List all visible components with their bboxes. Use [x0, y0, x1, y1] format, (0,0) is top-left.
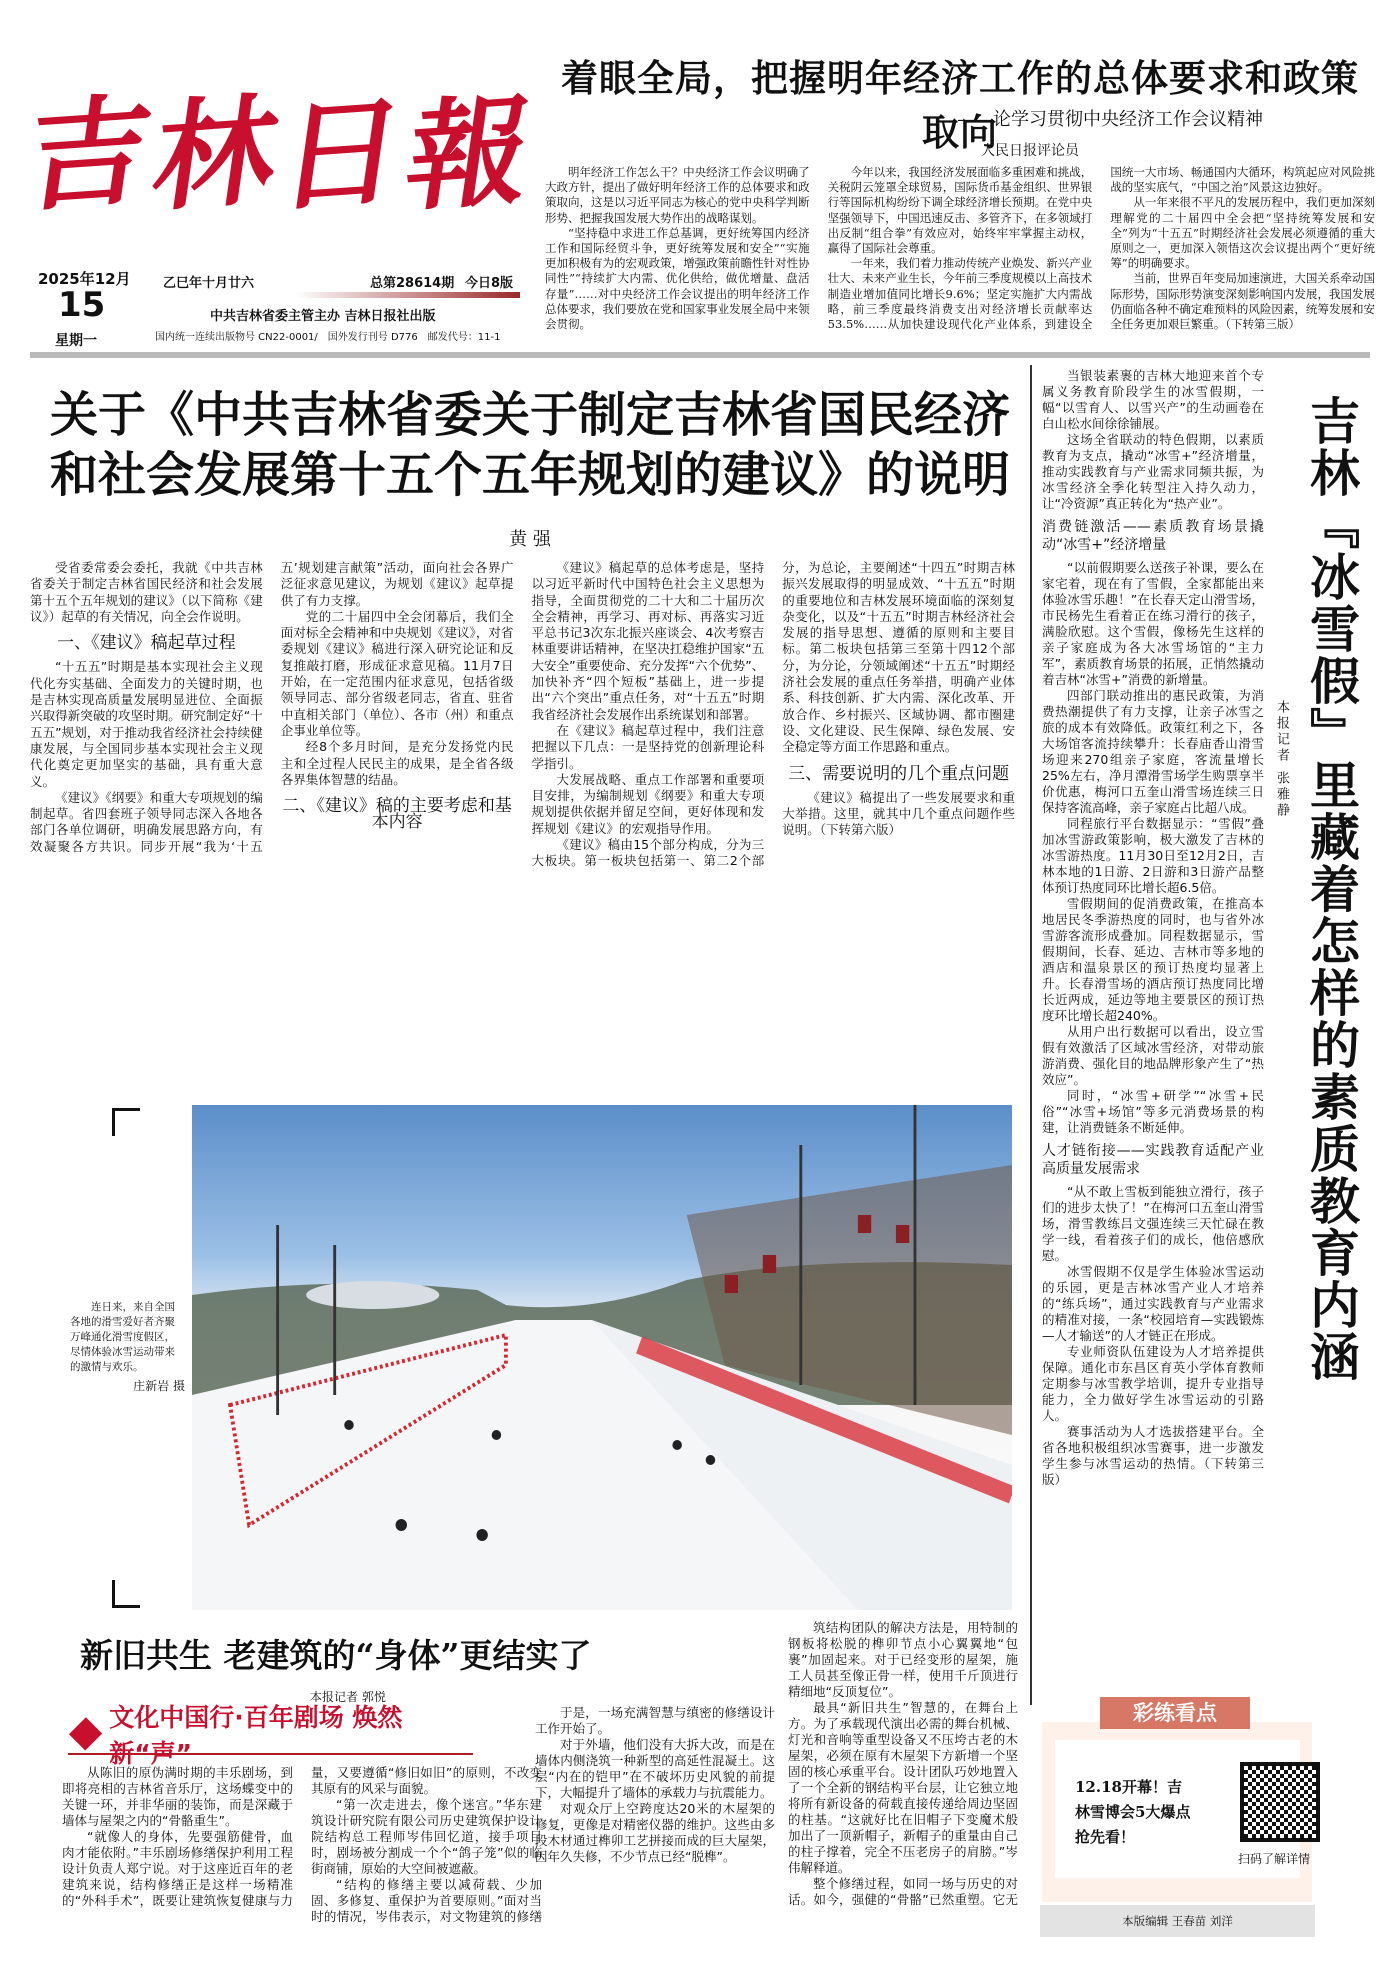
bottom-article-body-left [62, 1765, 542, 1935]
paragraph: “以前假期要么送孩子补课，要么在家宅着，现在有了雪假，全家都能出来体验冰雪乐趣！”在长春天定山滑雪场，市民杨先生看着正在练习滑行的孩子，满脸欣慰。这个雪假，像杨先生这样的亲子家庭成为各大冰雪场馆的“主力军”，素质教育场景的拓展，正悄然撬动着吉林“冰雪+”消费的新增量。 [1042, 560, 1264, 687]
photo-credit: 庄新岩 摄 [133, 1379, 185, 1393]
qr-code-icon[interactable] [1240, 1762, 1320, 1842]
publication-codes: 国内统一连续出版物号 CN22-0001/ 国外发行刊号 D776 邮发代号：11-1 [155, 332, 501, 343]
paragraph: “坚持稳中求进工作总基调，更好统筹国内经济工作和国际经贸斗争，更好统筹发展和安全”“实施更加积极有为的宏观政策，增强政策前瞻性针对性协同性”“持续扩大内需、优化供给，做优增量、盘活存量”……对中央经济工作会议提出的明年经济工作总体要求，我们要放在党和国家事业发展全局中来领会贯彻。 [545, 225, 810, 332]
paragraph: 对观众厅上空跨度达20米的木屋架的修复，更像是对精密仪器的维护。这些由多段木材通过榫卯工艺拼接而成的巨大屋架，因年久失修，不少节点已经“脱榫”。 [535, 1801, 775, 1864]
paragraph: 整个修缮过程，如同一场与历史的对话。如今，强健的“骨骼”已然重塑。它无 [788, 1876, 1018, 1907]
paragraph: “从不敢上雪板到能独立滑行，孩子们的进步太快了！”在梅河口五奎山滑雪场，滑雪教练吕文强连续三天忙碌在教学一线，看着孩子们的成长，他倍感欣慰。 [1042, 1184, 1264, 1263]
publisher: 中共吉林省委主管主办 吉林日报社出版 [210, 309, 436, 324]
paragraph: 党的二十届四中全会闭幕后，我们全面对标全会精神和中央规划《建议》，对省委规划《建议》稿进行深入研究论证和反复推敲打磨，形成征求意见稿。11月7日开始，在一定范围内征求意见，包括省级领导同志、部分省级老同志，省直、驻省中直相关部门（单位）、各市（州）和重点企事业单位等。 [280, 608, 514, 738]
side-article-body [1042, 368, 1264, 1688]
page-count: 今日8版 [465, 276, 514, 291]
caption-bracket-top [112, 1108, 140, 1136]
paragraph: “结构的修缮主要以减荷载、少加固、多修复、重保护为首要原则。”面对当时的情况，岑伟表示，对文物建筑的修缮 [311, 1877, 542, 1924]
paragraph: 今年以来，我国经济发展面临多重困难和挑战，关税阴云笼罩全球贸易，国际货币基金组织、世界银行等国际机构纷纷下调全球经济增长预期。在党中央坚强领导下，中国迅速反击、多管齐下，在多领域打出反制“组合拳”有效应对，始终牢牢掌握主动权，赢得了国际社会尊重。 [827, 165, 1093, 256]
issue-number: 总第28614期 [370, 276, 455, 291]
paragraph: 从一年来很不平凡的发展历程中，我们更加深刻理解党的二十届四中全会把“坚持统筹发展和安全”列为“十五五”时期经济社会发展必须遵循的重大原则之一，更加深入领悟这次会议提出两个“更好统筹”的明确要求。 [1110, 195, 1375, 271]
paragraph: 于是，一场充满智慧与缜密的修缮设计工作开始了。 [535, 1705, 775, 1736]
paragraph: 当前，世界百年变局加速演进，大国关系牵动国际形势，国际形势演变深刻影响国内发展，我国发展仍面临各种不确定难预料的风险因素，统筹发展和安全任务更加艰巨繁重。（下转第三版） [1110, 271, 1375, 332]
paragraph: 雪假期间的促消费政策，在推高本地居民冬季游热度的同时，也与省外冰雪游客流形成叠加。同程数据显示，雪假期间，长春、延边、吉林市等多地的酒店和温泉景区的预订热度均显著上升。长春滑雪场的酒店预订热度同比增长近两成，延边等地主要景区的预订热度环比增长超240%。 [1042, 896, 1264, 1023]
qr-label: 扫码了解详情 [1238, 1852, 1311, 1866]
masthead-rule [295, 292, 520, 298]
section-heading: 三、需要说明的几个重点问题 [788, 763, 1010, 784]
paragraph: 赛事活动为人才选拔搭建平台。全省各地积极组织冰雪赛事，进一步激发学生参与冰雪运动的热情。（下转第三版） [1042, 1424, 1264, 1487]
paragraph: 最具“新旧共生”智慧的，在舞台上方。为了承载现代演出必需的舞台机械、灯光和音响等重型设备又不压垮古老的木屋架，必须在原有木屋架下方新增一个坚固的核心承重平台。设计团队巧妙地置入了一个全新的钢结构平台层，让它独立地将所有新设备的荷载直接传递给周边坚固的柱基。“这就好比在旧帽子下变魔术般加出了一顶新帽子，新帽子的重量由自己的柱子撑着，完全不压老房子的肩膀。”岑伟解释道。 [788, 1700, 1018, 1875]
ski-slope-image [192, 1105, 1012, 1610]
newspaper-logo: 吉 林 日 報 [17, 79, 540, 229]
headline-line: 和社会发展第十五个五年规划的建议》的说明 [49, 447, 1010, 503]
paragraph: 四部门联动推出的惠民政策，为消费热潮提供了有力支撑，让亲子冰雪之旅的成本有效降低。政策红利之下，各大场馆客流持续攀升：长春庙香山滑雪场迎来270组亲子家庭，客流量增长25%左右，净月潭滑雪场学生购票享半价优惠，梅河口五奎山滑雪场连续三日保持客流高峰，亲子家庭占比超八成。 [1042, 688, 1264, 815]
side-article-title: 吉林『冰雪假』里藏着怎样的素质教育内涵 [1302, 395, 1361, 1383]
paragraph: 筑结构团队的解决方法是，用特制的钢板将松脱的榫卯节点小心翼翼地“包裹”加固起来。对于已经变形的屋架，施工人员甚至像正骨一样，使用千斤顶进行精细地“反顶复位”。 [788, 1620, 1018, 1699]
caption-bracket-bottom [112, 1580, 140, 1608]
date-day: 15 [58, 285, 106, 325]
main-article-body [30, 560, 1015, 1100]
lunar-date: 乙巳年十月廿六 [163, 276, 255, 291]
promo-text: 12.18开幕！吉林雪博会5大爆点抢先看！ [1075, 1778, 1191, 1846]
bottom-article-body-right [788, 1620, 1018, 1935]
headline-line: 关于《中共吉林省委关于制定吉林省国民经济 [49, 387, 1010, 443]
paragraph: 《建议》稿由15个部分构成，分为三大板块。第一板块包括第一、第二2个部分，为总论，主要阐述“十四五”时期吉林振兴发展取得的明显成效、“十五五”时期的重要地位和吉林发展环境面临的深刻复杂变化，以及“十五五”时期吉林经济社会发展的指导思想、遵循的原则和主要目标。第二板块包括第三至第十四12个部分，为分论，分领域阐述“十五五”时期经济社会发展的重点任务举措，明确产业体系、科技创新、扩大内需、深化改革、开放合作、乡村振兴、区域协调、都市圈建设、文化建设、民生保障、绿色发展、安全稳定等方面工作思路和重点。 [531, 560, 1015, 869]
paragraph: 同时，“冰雪+研学”“冰雪+民俗”“冰雪+场馆”等多元消费场景的构建，让消费链条不断延伸。 [1042, 1088, 1264, 1135]
paragraph: 同程旅行平台数据显示：“雪假”叠加冰雪游政策影响，极大激发了吉林的冰雪游热度。11月30日至12月2日，吉林本地的1日游、2日游和3日游产品整体预订热度同环比增长超6.5倍。 [1042, 816, 1264, 895]
top-headline: 着眼全局，把握明年经济工作的总体要求和政策取向 [561, 57, 1359, 154]
paragraph: 《建议》《纲要》和重大专项规划的编制起草。省四套班子领导同志深入各地各部门各单位调研，明确发展思路方向，有效凝聚各方共识。同步开展“我为‘十五五’规划建言献策”活动，面向社会各界广泛征求意见建议，为规划《建议》起草提供了有力支撑。 [30, 560, 514, 854]
paragraph: 对于外墙，他们没有大拆大改，而是在墙体内侧浇筑一种新型的高延性混凝土。这层“内在的铠甲”在不破坏历史风貌的前提下，大幅提升了墙体的承载力与抗震能力。 [535, 1737, 775, 1800]
top-byline: 人民日报评论员 [981, 143, 1079, 159]
paragraph: 这场全省联动的特色假期，以素质教育为支点，撬动“冰雪+”经济增量，推动实践教育与产业需求同频共振，为冰雪经济全季化转型注入持久动力，让“冷资源”真正转化为“热产业”。 [1042, 432, 1264, 511]
top-article-body [545, 165, 1375, 345]
ski-resort-photo [192, 1105, 1012, 1610]
date-month: 2025年12月 [38, 270, 131, 288]
side-article-byline: 本报记者 张雅静 [1274, 700, 1289, 820]
banner-text: 文化中国行·百年剧场 焕然新“声” [109, 1703, 403, 1768]
top-subtitle: ——论学习贯彻中央经济工作会议精神 [957, 109, 1263, 130]
paragraph: 在《建议》稿起草过程中，我们注意把握以下几点：一是坚持党的创新理论科学指引。 [531, 722, 765, 771]
paragraph: 冰雪假期不仅是学生体验冰雪运动的乐园，更是吉林冰雪产业人才培养的“练兵场”，通过实践教育与产业需求的精准对接，一条“校园培育—实践锻炼—人才输送”的人才链正在形成。 [1042, 1264, 1264, 1343]
photo-caption [70, 1300, 185, 1394]
column-banner [68, 1703, 473, 1768]
section-heading: 二、《建议》稿的主要考虑和基本内容 [282, 796, 512, 833]
section-heading: 一、《建议》稿起草过程 [57, 633, 236, 654]
column-divider [1030, 365, 1032, 1705]
paragraph: 明年经济工作怎么干？中央经济工作会议明确了大政方针，提出了做好明年经济工作的总体要求和政策取向，这是以习近平同志为核心的党中央科学判断形势、把握我国发展大势作出的战略谋划。 [545, 165, 810, 225]
promo-tag: 彩练看点 [1100, 1697, 1250, 1729]
bottom-headline: 新旧共生 老建筑的“身体”更结实了 [80, 1636, 592, 1675]
paragraph: 当银装素裹的吉林大地迎来首个专属义务教育阶段学生的冰雪假期，一幅“以雪育人、以雪兴产”的生动画卷在白山松水间徐徐铺展。 [1042, 368, 1264, 431]
paragraph: 《建议》稿起草的总体考虑是，坚持以习近平新时代中国特色社会主义思想为指导，全面贯彻党的二十大和二十届历次全会精神，再学习、再对标、再落实习近平总书记3次东北振兴座谈会、4次考察吉林重要讲话精神，在坚决扛稳维护国家“五大安全”重要使命、充分发挥“六个优势”、加快补齐“四个短板”基础上，进一步提出“六个突出”重点任务，对“十五五”时期我省经济社会发展作出系统谋划和部署。 [531, 560, 765, 722]
page-editor: 本版编辑 王春苗 刘洋 [1040, 1905, 1315, 1937]
paragraph: 专业师资队伍建设为人才培养提供保障。通化市东昌区育英小学体育教师定期参与冰雪教学培训，提升专业指导能力，全力做好学生冰雪运动的引路人。 [1042, 1344, 1264, 1423]
section-rule [30, 352, 1370, 358]
caption-text: 连日来，来自全国各地的滑雪爱好者齐聚万峰通化滑雪度假区，尽情体验冰雪运动带来的激情与欢乐。 [70, 1301, 175, 1373]
paragraph: 受省委常委会委托，我就《中共吉林省委关于制定吉林省国民经济和社会发展第十五个五年规划的建议》（以下简称《建议》）起草的有关情况，向全会作说明。 [30, 560, 263, 624]
paragraph: “第一次走进去，像个迷宫。”华东建筑设计研究院有限公司历史建筑保护设计院结构总工程师岑伟回忆道，接手项目时，剧场被分割成一个个“鸽子笼”似的临街商铺，原始的大空间被遮蔽。 [311, 1797, 542, 1876]
bottom-byline: 本报记者 郭悦 [310, 1690, 386, 1704]
bottom-article-body-mid [535, 1705, 775, 1935]
paragraph: “就像人的身体，先要强筋健骨，血肉才能依附。”丰乐剧场修缮保护利用工程设计负责人郑宁说。对于这座近百年的老建筑来说，结构修缮正是这样一场精准的“外科手术”，既要让建筑恢复健康与力量，又要遵循“修旧如旧”的原则，不改变其原有的风采与面貌。 [62, 1765, 542, 1908]
main-headline [40, 385, 1020, 505]
weekday: 星期一 [55, 333, 97, 349]
paragraph: “十五五”时期是基本实现社会主义现代化夯实基础、全面发力的关键时期，也是吉林实现高质量发展明显进位、全面振兴取得新突破的攻坚时期。研究制定好“十五五”规划，对于推动我省经济社会持续健康发展，与全国同步基本实现社会主义现代化奠定更加坚实的基础，具有重大意义。 [30, 659, 263, 789]
paragraph: 经8个多月时间，是充分发扬党内民主和全过程人民民主的成果，是全省各级各界集体智慧的结晶。 [280, 739, 514, 787]
subheading: 消费链激活——素质教育场景撬动“冰雪+”经济增量 [1042, 519, 1264, 553]
paragraph: 一年来，我们着力推动传统产业焕发、新兴产业壮大、未来产业生长，今年前三季度规模以上高技术制造业增加值同比增长9.6%；坚定实施扩大内需战略，前三季度最终消费支出对经济增长贡献率达53.5%……从加快建设现代化产业体系，到建设全国统一大市场、畅通国内大循环，构筑起应对风险挑战的坚实底气，“中国之治”风景这边独好。 [827, 165, 1375, 332]
paragraph: 从陈旧的原伪满时期的丰乐剧场，到即将亮相的吉林省音乐厅，这场蝶变中的关键一环，并非华丽的装饰，而是深藏于墙体与屋架之内的“骨骼重生”。 [62, 1765, 293, 1828]
subheading: 人才链衔接——实践教育适配产业高质量发展需求 [1042, 1143, 1264, 1177]
banner-logo-icon [69, 1717, 102, 1750]
paragraph: 大发展战略、重点工作部署和重要项目安排，为编制规划《纲要》和重大专项规划提供依据并留足空间，更好体现和发挥规划《建议》的宏观指导作用。 [531, 771, 765, 836]
main-author: 黄 强 [509, 529, 551, 550]
paragraph: 从用户出行数据可以看出，设立雪假有效激活了区域冰雪经济，对带动旅游消费、强化目的地品牌形象产生了“热效应”。 [1042, 1024, 1264, 1087]
paragraph: 《建议》稿提出了一些发展要求和重大举措。这里，就其中几个重点问题作些说明。（下转第六版） [782, 789, 1015, 838]
